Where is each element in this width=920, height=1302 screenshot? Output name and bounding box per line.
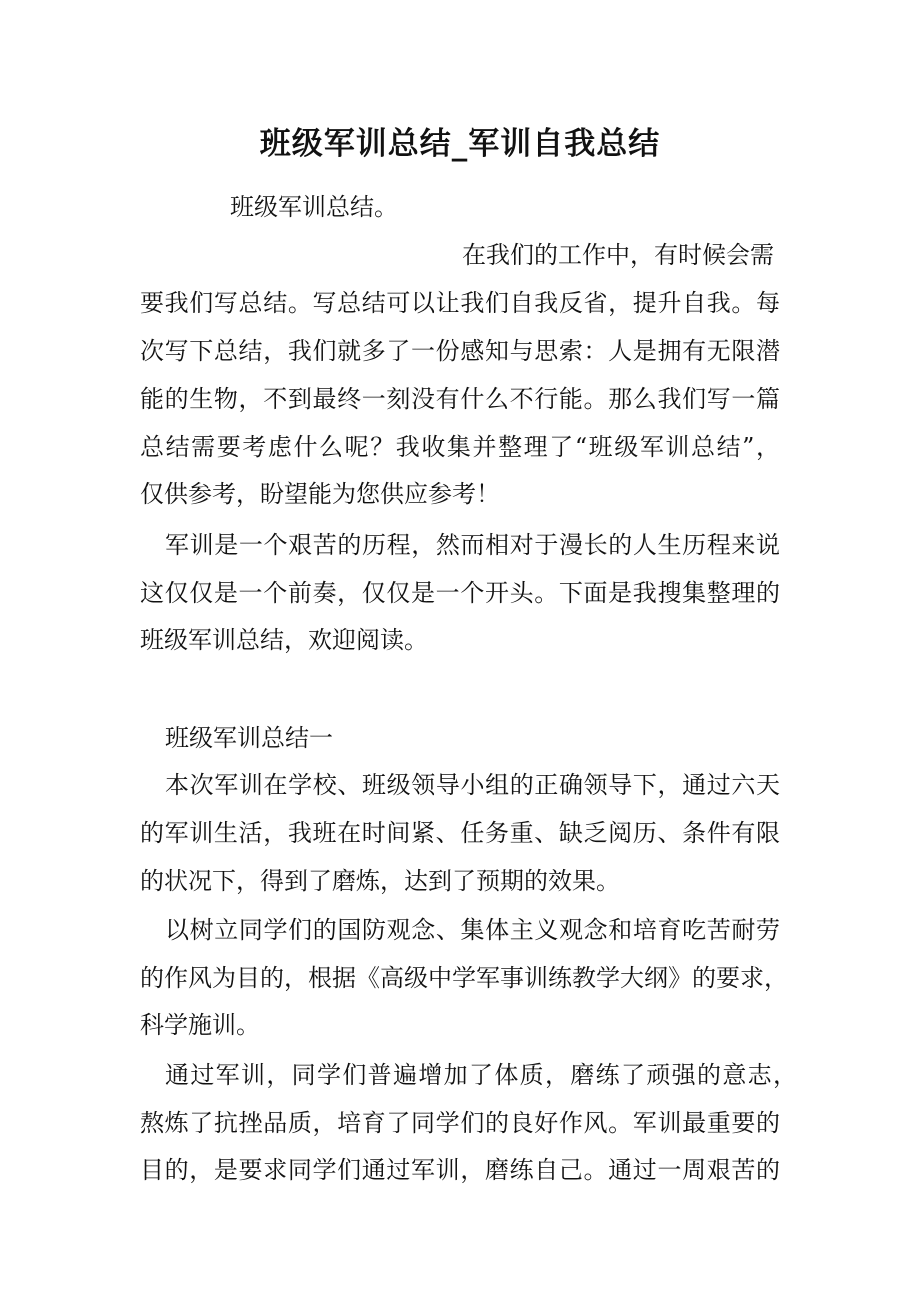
- paragraph-line: 班级军训总结。: [230, 193, 398, 221]
- paragraph-line: 熬炼了抗挫品质，培育了同学们的良好作风。军训最重要的: [140, 1109, 781, 1137]
- paragraph-line: 通过军训，同学们普遍增加了体质，磨练了顽强的意志，: [165, 1061, 799, 1089]
- document-title: 班级军训总结_军训自我总结: [259, 126, 661, 162]
- section-heading: 班级军训总结一: [165, 724, 333, 752]
- paragraph-line: 的作风为目的，根据《高级中学军事训练教学大纲》的要求，: [140, 964, 788, 992]
- paragraph-line: 总结需要考虑什么呢？我收集并整理了“班级军训总结”，: [140, 433, 782, 461]
- paragraph-line: 这仅仅是一个前奏，仅仅是一个开头。下面是我搜集整理的: [140, 579, 781, 607]
- paragraph-line: 的军训生活，我班在时间紧、任务重、缺乏阅历、条件有限: [140, 819, 781, 847]
- paragraph-line: 仅供参考，盼望能为您供应参考！: [140, 480, 500, 508]
- paragraph-line: 以树立同学们的国防观念、集体主义观念和培育吃苦耐劳: [165, 916, 781, 944]
- paragraph-line: 能的生物，不到最终一刻没有什么不行能。那么我们写一篇: [140, 385, 781, 413]
- paragraph-line: 要我们写总结。写总结可以让我们自我反省，提升自我。每: [140, 289, 781, 317]
- paragraph-line: 的状况下，得到了磨炼，达到了预期的效果。: [140, 867, 620, 895]
- paragraph-line: 班级军训总结，欢迎阅读。: [140, 626, 428, 654]
- paragraph-line: 次写下总结，我们就多了一份感知与思索：人是拥有无限潜: [140, 337, 781, 365]
- paragraph-line: 在我们的工作中，有时候会需: [462, 241, 774, 269]
- paragraph-line: 本次军训在学校、班级领导小组的正确领导下，通过六天: [165, 771, 781, 799]
- paragraph-line: 军训是一个艰苦的历程，然而相对于漫长的人生历程来说: [165, 531, 781, 559]
- paragraph-line: 目的，是要求同学们通过军训，磨练自己。通过一周艰苦的: [140, 1156, 781, 1184]
- paragraph-line: 科学施训。: [140, 1011, 260, 1039]
